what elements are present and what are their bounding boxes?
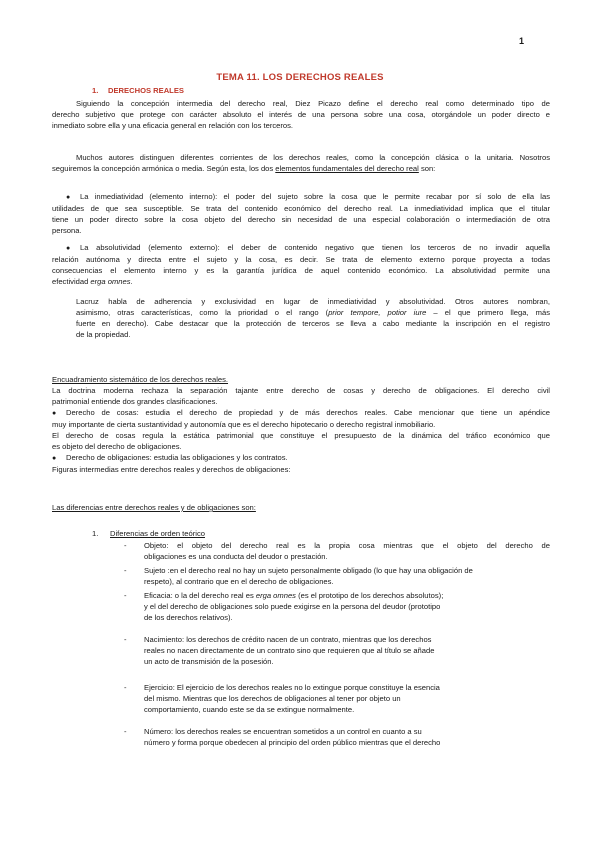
text-line: fuerte en derecho). Cabe destacar que la protección de terceros se lleva a cabo mediante la inscripción en el registro bbox=[76, 319, 550, 328]
encuadramiento-section bbox=[52, 374, 550, 475]
text-line: del mismo. Mientras que los derechos de obligaciones al tener por objeto un bbox=[144, 694, 401, 703]
text-line: muy importante de cierta sustantividad y autonomía que es el derecho hipotecario o derecho registral inmobiliario. bbox=[52, 420, 436, 429]
section-number: 1. bbox=[92, 86, 99, 95]
text-line: Ejercicio: El ejercicio de los derechos reales no lo extingue porque constituye la esencia bbox=[144, 683, 440, 692]
text-line: efectividad erga omnes. bbox=[52, 277, 133, 286]
diferencias-subheading bbox=[92, 528, 205, 539]
text-line: La absolutividad (elemento externo): el deber de contenido negativo que tienen los terceros de no invadir aquella bbox=[80, 243, 550, 252]
bullet-icon: ● bbox=[66, 245, 71, 252]
text-line: un acto de transmisión de la posesión. bbox=[144, 657, 274, 666]
dash-icon: - bbox=[124, 683, 127, 692]
text-line: persona. bbox=[52, 226, 82, 235]
list-item bbox=[124, 634, 550, 667]
list-item bbox=[124, 726, 550, 748]
italic-term: erga omnes bbox=[255, 591, 296, 600]
text-line: número y forma porque obedecen al principio del orden público mientras que el derecho bbox=[144, 738, 441, 747]
text-line: de la propiedad. bbox=[76, 330, 131, 339]
dash-icon: - bbox=[124, 591, 127, 600]
dash-icon: - bbox=[124, 566, 127, 575]
text-line: Siguiendo la concepción intermedia del derecho real, Diez Picazo define el derecho real como determinado tipo de bbox=[76, 99, 550, 108]
text-line: relación autónoma y directa entre el sujeto y la cosa, es decir. Se trata de elemento externo porque proyecta a todas bbox=[52, 255, 550, 264]
bullet-icon: ● bbox=[52, 410, 57, 417]
text-line: comportamiento, cuando este se da se extingue normalmente. bbox=[144, 705, 355, 714]
text-line: derecho subjetivo que protege con carácter absoluto el interés de una persona sobre una cosa, otorgándole un poder directo e bbox=[52, 110, 550, 119]
text-line: Muchos autores distinguen diferentes corrientes de los derechos reales, como la concepción clásica o la unitaria. Nosotros bbox=[76, 153, 550, 162]
text-line: Objeto: el objeto del derecho real es la propia cosa mientras que el objeto del derecho de bbox=[144, 541, 550, 550]
text-line: obligaciones es una conducta del deudor o prestación. bbox=[144, 552, 328, 561]
list-item bbox=[124, 682, 550, 715]
text-line: La inmediatividad (elemento interno): el poder del sujeto sobre la cosa que le permite recabar por sí solo de ella las bbox=[80, 192, 550, 201]
list-item bbox=[124, 540, 550, 562]
underlined-term: elementos fundamentales del derecho real bbox=[275, 164, 419, 173]
list-item bbox=[124, 590, 550, 623]
text-line: utilidades de que sea susceptible. Se trata del contenido económico del derecho real. La inmediatividad implica que el titular bbox=[52, 204, 550, 213]
text-line: Eficacia: o la del derecho real es erga omnes (es el prototipo de los derechos absolutos); bbox=[144, 591, 444, 600]
text-line: de los derechos relativos). bbox=[144, 613, 233, 622]
text-line: seguiremos la concepción armónica o media. Según esta, los dos elementos fundamentales del derecho real son: bbox=[52, 164, 436, 173]
dash-icon: - bbox=[124, 727, 127, 736]
section-heading bbox=[92, 86, 184, 95]
text-line: Derecho de cosas: estudia el derecho de propiedad y de más derechos reales. Cabe mencionar que tiene un apéndice bbox=[66, 408, 550, 417]
bullet-icon: ● bbox=[66, 194, 71, 201]
italic-term: erga omnes bbox=[90, 277, 131, 286]
absolutividad-bullet bbox=[52, 242, 550, 287]
italic-term: prior tempore, potior iure bbox=[328, 308, 427, 317]
text-line: Número: los derechos reales se encuentran sometidos a un control en cuanto a su bbox=[144, 727, 422, 736]
text-line: El derecho de cosas regula la estática patrimonial que constituye el presupuesto de la dinámica del tráfico económico que bbox=[52, 431, 550, 440]
text-line: tiene un poder directo sobre la cosa objeto del derecho sin necesidad de una especial colaboración o intermediación de otra bbox=[52, 215, 550, 224]
text-line: Sujeto :en el derecho real no hay un sujeto personalmente obligado (lo que hay una obligación de bbox=[144, 566, 473, 575]
list-number: 1. bbox=[92, 529, 99, 538]
diferencias-heading-block bbox=[52, 502, 550, 513]
text-line: La doctrina moderna rechaza la separación tajante entre derecho de cosas y derecho de obligaciones. El derecho civil bbox=[52, 386, 550, 395]
dash-icon: - bbox=[124, 635, 127, 644]
corrientes-paragraph bbox=[52, 152, 550, 174]
lacruz-paragraph bbox=[76, 296, 550, 340]
text-line: Figuras intermedias entre derechos reales y derechos de obligaciones: bbox=[52, 465, 291, 474]
page-title: TEMA 11. LOS DERECHOS REALES bbox=[216, 72, 384, 83]
text-line: patrimonial entiende dos grandes clasificaciones. bbox=[52, 397, 218, 406]
text-line: Lacruz habla de adherencia y exclusividad en lugar de inmediatividad y absolutividad. Otros autores nombran, bbox=[76, 297, 550, 306]
text-line: consecuencias el elemento interno y es la garantía jurídica de aquel contenido económico. La absolutividad permite una bbox=[52, 266, 550, 275]
text-line: es objeto del derecho de obligaciones. bbox=[52, 442, 182, 451]
text-line: inmediato sobre ella y una eficacia general en relación con los terceros. bbox=[52, 121, 294, 130]
dash-icon: - bbox=[124, 541, 127, 550]
intro-paragraph bbox=[52, 98, 550, 131]
text-line: y el del derecho de obligaciones solo puede exigirse en la persona del deudor (prototipo bbox=[144, 602, 441, 611]
text-line: asimismo, otras características, como la prioridad o el rango (prior tempore, potior iure – el que primero llega, más bbox=[76, 308, 550, 317]
section-label: DERECHOS REALES bbox=[108, 86, 184, 95]
text-line: Nacimiento: los derechos de crédito nacen de un contrato, mientras que los derechos bbox=[144, 635, 432, 644]
text-line: respeto), al contrario que en el derecho de obligaciones. bbox=[144, 577, 334, 586]
text-line: Derecho de obligaciones: estudia las obligaciones y los contratos. bbox=[66, 453, 288, 462]
inmediatividad-bullet bbox=[52, 191, 550, 236]
bullet-icon: ● bbox=[52, 455, 57, 462]
list-item bbox=[124, 565, 550, 587]
text-line: reales no nacen directamente de un contrato sino que requieren que al título se añade bbox=[144, 646, 435, 655]
subsection-heading: Las diferencias entre derechos reales y de obligaciones son: bbox=[52, 503, 256, 512]
page-number: 1 bbox=[519, 36, 525, 46]
list-heading: Diferencias de orden teórico bbox=[110, 529, 205, 538]
subsection-heading: Encuadramiento sistemático de los derechos reales. bbox=[52, 375, 229, 384]
